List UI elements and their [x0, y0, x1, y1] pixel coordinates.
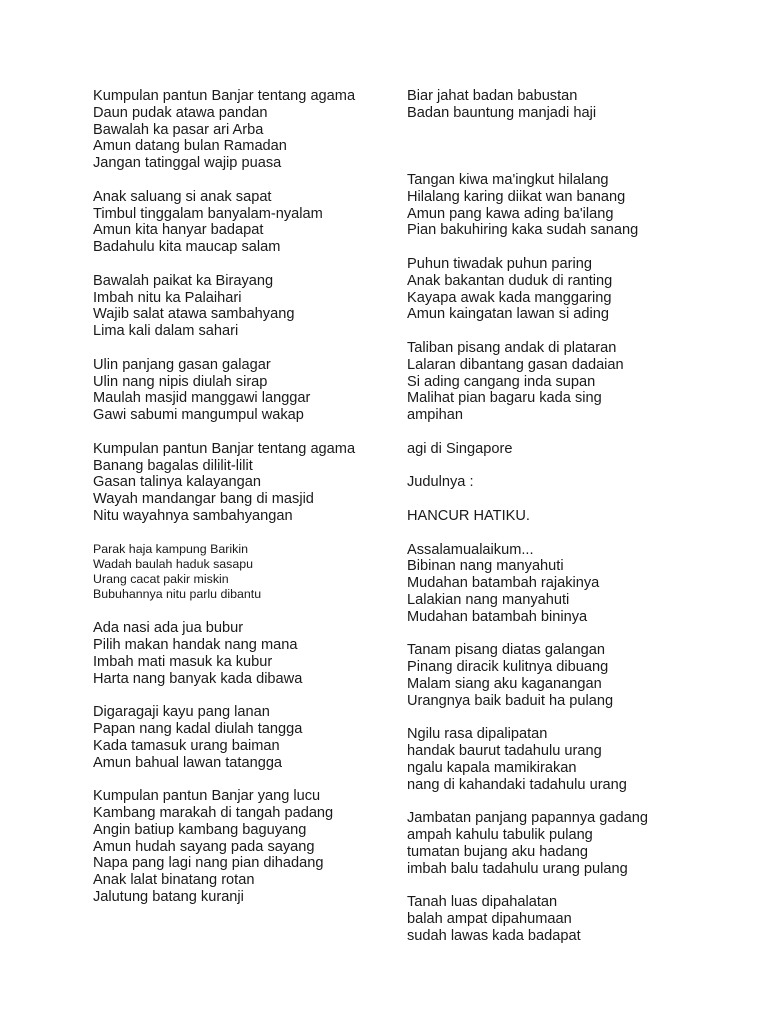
stanza-line: Wadah baulah haduk sasapu: [93, 556, 254, 571]
stanza-line: Amun kaingatan lawan si ading: [407, 306, 610, 323]
stanza-line: Lima kali dalam sahari: [93, 323, 239, 340]
stanza-line: Pian bakuhiring kaka sudah sanang: [407, 222, 639, 239]
stanza-line: Kada tamasuk urang baiman: [93, 737, 280, 754]
stanza-line: Amun bahual lawan tatangga: [93, 754, 283, 771]
stanza-line: Ngilu rasa dipalipatan: [407, 726, 548, 743]
stanza-line: tumatan bujang aku hadang: [407, 843, 588, 860]
stanza-line: Hilalang karing diikat wan banang: [407, 188, 626, 205]
stanza-line: Malihat pian bagaru kada sing: [407, 390, 602, 407]
stanza: [407, 894, 707, 944]
stanza-line: Tanah luas dipahalatan: [407, 894, 558, 911]
stanza: [407, 642, 707, 709]
stanza-line: Anak bakantan duduk di ranting: [407, 272, 613, 289]
stanza-line: agi di Singapore: [407, 440, 513, 457]
stanza-line: Harta nang banyak kada dibawa: [93, 670, 303, 687]
stanza-line: Wayah mandangar bang di masjid: [93, 491, 314, 508]
stanza-line: ngalu kapala mamikirakan: [407, 759, 577, 776]
stanza-line: Malam siang aku kaganangan: [407, 675, 602, 692]
stanza: [93, 357, 363, 424]
stanza-line: [407, 138, 707, 155]
stanza-line: Amun hudah sayang pada sayang: [93, 838, 315, 855]
stanza-line: Daun pudak atawa pandan: [93, 104, 268, 121]
stanza-line: Anak saluang si anak sapat: [93, 188, 272, 205]
stanza-line: imbah balu tadahulu urang pulang: [407, 860, 628, 877]
stanza-line: Gasan talinya kalayangan: [93, 474, 261, 491]
stanza-line: Ulin panjang gasan galagar: [93, 356, 271, 373]
section-heading: Kumpulan pantun Banjar tentang agama: [93, 440, 356, 457]
stanza-line: Maulah masjid manggawi langgar: [93, 390, 311, 407]
stanza-line: Jangan tatinggal wajip puasa: [93, 155, 282, 172]
stanza: [407, 138, 707, 155]
stanza-line: Lalaran dibantang gasan dadaian: [407, 356, 624, 373]
stanza-line: sudah lawas kada badapat: [407, 927, 581, 944]
stanza-line: handak baurut tadahulu urang: [407, 743, 602, 760]
stanza: [93, 88, 363, 172]
stanza-line: Parak haja kampung Barikin: [93, 541, 248, 556]
stanza: [407, 340, 707, 424]
stanza: [407, 810, 707, 877]
right-column: [407, 88, 707, 961]
stanza: [407, 508, 707, 525]
stanza-line: Mudahan batambah rajakinya: [407, 575, 600, 592]
stanza-line: Biar jahat badan babustan: [407, 88, 578, 104]
stanza-line: Pinang diracik kulitnya dibuang: [407, 659, 609, 676]
section-heading: Kumpulan pantun Banjar yang lucu: [93, 788, 321, 805]
stanza-line: Tangan kiwa ma'ingkut hilalang: [407, 171, 609, 188]
stanza-line: Amun kita hanyar badapat: [93, 222, 264, 239]
stanza-line: Puhun tiwadak puhun paring: [407, 255, 592, 272]
stanza-line: Napa pang lagi nang pian dihadang: [93, 855, 324, 872]
stanza-line: Bubuhannya nitu parlu dibantu: [93, 587, 262, 602]
stanza-line: Timbul tinggalam banyalam-nyalam: [93, 205, 323, 222]
stanza: [93, 189, 363, 256]
stanza-line: HANCUR HATIKU.: [407, 507, 530, 524]
stanza-line: Wajib salat atawa sambahyang: [93, 306, 295, 323]
stanza-line: Pilih makan handak nang mana: [93, 637, 298, 654]
stanza-line: Jalutung batang kuranji: [93, 889, 244, 906]
stanza-line: Angin batiup kambang baguyang: [93, 821, 307, 838]
stanza: [407, 726, 707, 793]
stanza-line: Tanam pisang diatas galangan: [407, 642, 605, 659]
left-column: [93, 88, 363, 923]
stanza: [93, 273, 363, 340]
stanza-line: Banang bagalas dililit-lilit: [93, 457, 253, 474]
stanza: [93, 441, 363, 525]
stanza-line: ampihan: [407, 407, 463, 424]
stanza: [93, 788, 363, 906]
stanza: [407, 88, 707, 122]
section-heading: Kumpulan pantun Banjar tentang agama: [93, 88, 356, 104]
stanza-line: Kambang marakah di tangah padang: [93, 805, 334, 822]
stanza: [407, 542, 707, 626]
stanza-line: Imbah nitu ka Palaihari: [93, 289, 242, 306]
stanza: [407, 441, 707, 458]
stanza-line: Imbah mati masuk ka kubur: [93, 653, 273, 670]
stanza-line: Taliban pisang andak di plataran: [407, 339, 617, 356]
stanza: [93, 542, 363, 603]
stanza-line: Kayapa awak kada manggaring: [407, 289, 612, 306]
stanza-line: Assalamualaikum...: [407, 541, 534, 558]
stanza-line: Bibinan nang manyahuti: [407, 558, 564, 575]
stanza-line: Nitu wayahnya sambahyangan: [93, 507, 293, 524]
stanza-line: Urangnya baik baduit ha pulang: [407, 692, 614, 709]
stanza: [407, 172, 707, 239]
stanza-line: Si ading cangang inda supan: [407, 373, 596, 390]
stanza: [407, 256, 707, 323]
stanza-line: Jambatan panjang papannya gadang: [407, 810, 649, 827]
stanza-line: Urang cacat pakir miskin: [93, 571, 229, 586]
stanza-line: Amun pang kawa ading ba'ilang: [407, 205, 614, 222]
stanza-line: Anak lalat binatang rotan: [93, 872, 255, 889]
stanza-line: Bawalah paikat ka Birayang: [93, 272, 274, 289]
stanza-line: nang di kahandaki tadahulu urang: [407, 776, 627, 793]
stanza-line: Badan bauntung manjadi haji: [407, 104, 597, 121]
stanza-line: Ulin nang nipis diulah sirap: [93, 373, 268, 390]
stanza-line: Gawi sabumi mangumpul wakap: [93, 407, 304, 424]
stanza: [93, 704, 363, 771]
stanza-line: Amun datang bulan Ramadan: [93, 138, 287, 155]
stanza: [93, 620, 363, 687]
stanza: [407, 474, 707, 491]
stanza-line: Ada nasi ada jua bubur: [93, 620, 244, 637]
stanza-line: Digaragaji kayu pang lanan: [93, 704, 270, 721]
stanza-line: Papan nang kadal diulah tangga: [93, 721, 303, 738]
stanza-line: Lalakian nang manyahuti: [407, 591, 570, 608]
stanza-line: Judulnya :: [407, 474, 474, 491]
stanza-line: Badahulu kita maucap salam: [93, 239, 281, 256]
stanza-line: Bawalah ka pasar ari Arba: [93, 121, 264, 138]
stanza-line: Mudahan batambah bininya: [407, 608, 588, 625]
stanza-line: balah ampat dipahumaan: [407, 911, 572, 928]
stanza-line: ampah kahulu tabulik pulang: [407, 827, 593, 844]
